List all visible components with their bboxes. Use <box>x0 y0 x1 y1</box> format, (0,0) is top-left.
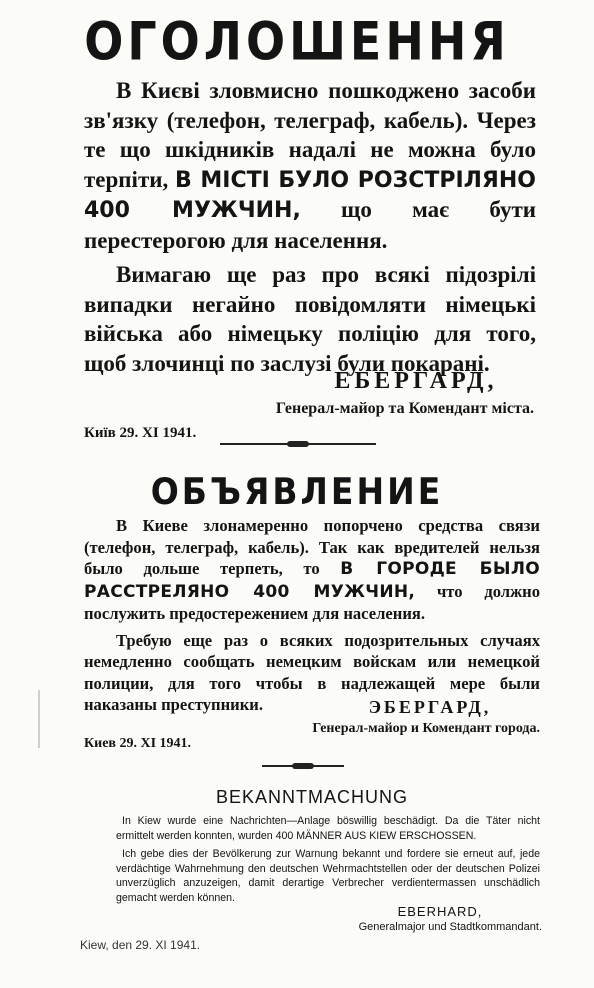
paper-fold-mark <box>38 690 44 748</box>
russian-p1-start: В Киеве злонамеренно попорчено средства связи (телефон, телеграф, кабель). Так как вредителей нельзя было дольше терпеть, то <box>84 516 540 578</box>
german-signature: EBERHARD, <box>397 904 483 919</box>
russian-paragraph-1 <box>84 515 540 625</box>
russian-text <box>84 515 540 716</box>
german-rank: Generalmajor und Stadtkommandant. <box>358 921 542 933</box>
german-date: Kiew, den 29. XI 1941. <box>80 938 201 952</box>
ukrainian-title: ОГОЛОШЕННЯ <box>84 9 510 73</box>
ukrainian-p1-end: що має бути перестерогою для населення. <box>84 197 536 253</box>
german-paragraph-1: In Kiew wurde eine Nachrichten—Anlage böswillig beschädigt. Da die Täter nicht ermittelt werden konnten, wurden 400 MÄNNER AUS KIEW ERSCHOSSEN. <box>116 815 540 842</box>
ukrainian-text <box>84 76 536 378</box>
divider-ornament <box>287 441 309 447</box>
ukrainian-signature: ЕБЕРГАРД, <box>334 368 498 394</box>
ukrainian-paragraph-2: Вимагаю ще раз про всякі підозрілі випадки негайно повідомляти німецькі війська або німецьку поліцію для того, щоб злочинці по заслузі були покарані. <box>84 262 536 376</box>
ukrainian-p1-emphasis: В МІСТІ БУЛО РОЗСТРІЛЯНО 400 МУЖЧИН, <box>84 167 536 223</box>
german-title: BEKANNTMACHUNG <box>215 787 408 807</box>
russian-p1-emphasis: В ГОРОДЕ БЫЛО РАССТРЕЛЯНО 400 МУЖЧИН, <box>84 559 540 602</box>
german-text <box>116 814 540 905</box>
ukrainian-p1-start: В Києві зловмисно пошкоджено засоби зв'язку (телефон, телеграф, кабель). Через те що шкідників надалі не можна було терпіти, <box>84 78 536 192</box>
ukrainian-paragraph-1 <box>84 76 536 255</box>
divider-1 <box>220 440 376 448</box>
russian-title: ОБЪЯВЛЕНИЕ <box>150 470 444 513</box>
russian-p1-end: что должно послужить предостережением для населения. <box>84 581 540 623</box>
ukrainian-date: Київ 29. XI 1941. <box>84 425 197 441</box>
russian-signature: ЭБЕРГАРД, <box>368 697 492 717</box>
russian-date: Киев 29. XI 1941. <box>84 736 192 751</box>
ukrainian-rank: Генерал-майор та Комендант міста. <box>275 400 534 417</box>
russian-rank: Генерал-майор и Комендант города. <box>312 721 540 736</box>
divider-2 <box>262 762 344 770</box>
divider-ornament <box>292 763 314 769</box>
german-paragraph-2: Ich gebe dies der Bevölkerung zur Warnung bekannt und fordere sie erneut auf, jede verdächtige Wahrnehmung den deutschen Wehrmachtstellen oder der deutschen Polizei unverzüglich anzuzeigen, damit derartige Verbrecher verdientermassen unschädlich gemacht werden können. <box>116 848 540 904</box>
russian-paragraph-2: Требую еще раз о всяких подозрительных случаях немедленно сообщать немецким войскам или немецкой полиции, для того чтобы в надлежащей мере были наказаны преступники. <box>84 630 540 714</box>
